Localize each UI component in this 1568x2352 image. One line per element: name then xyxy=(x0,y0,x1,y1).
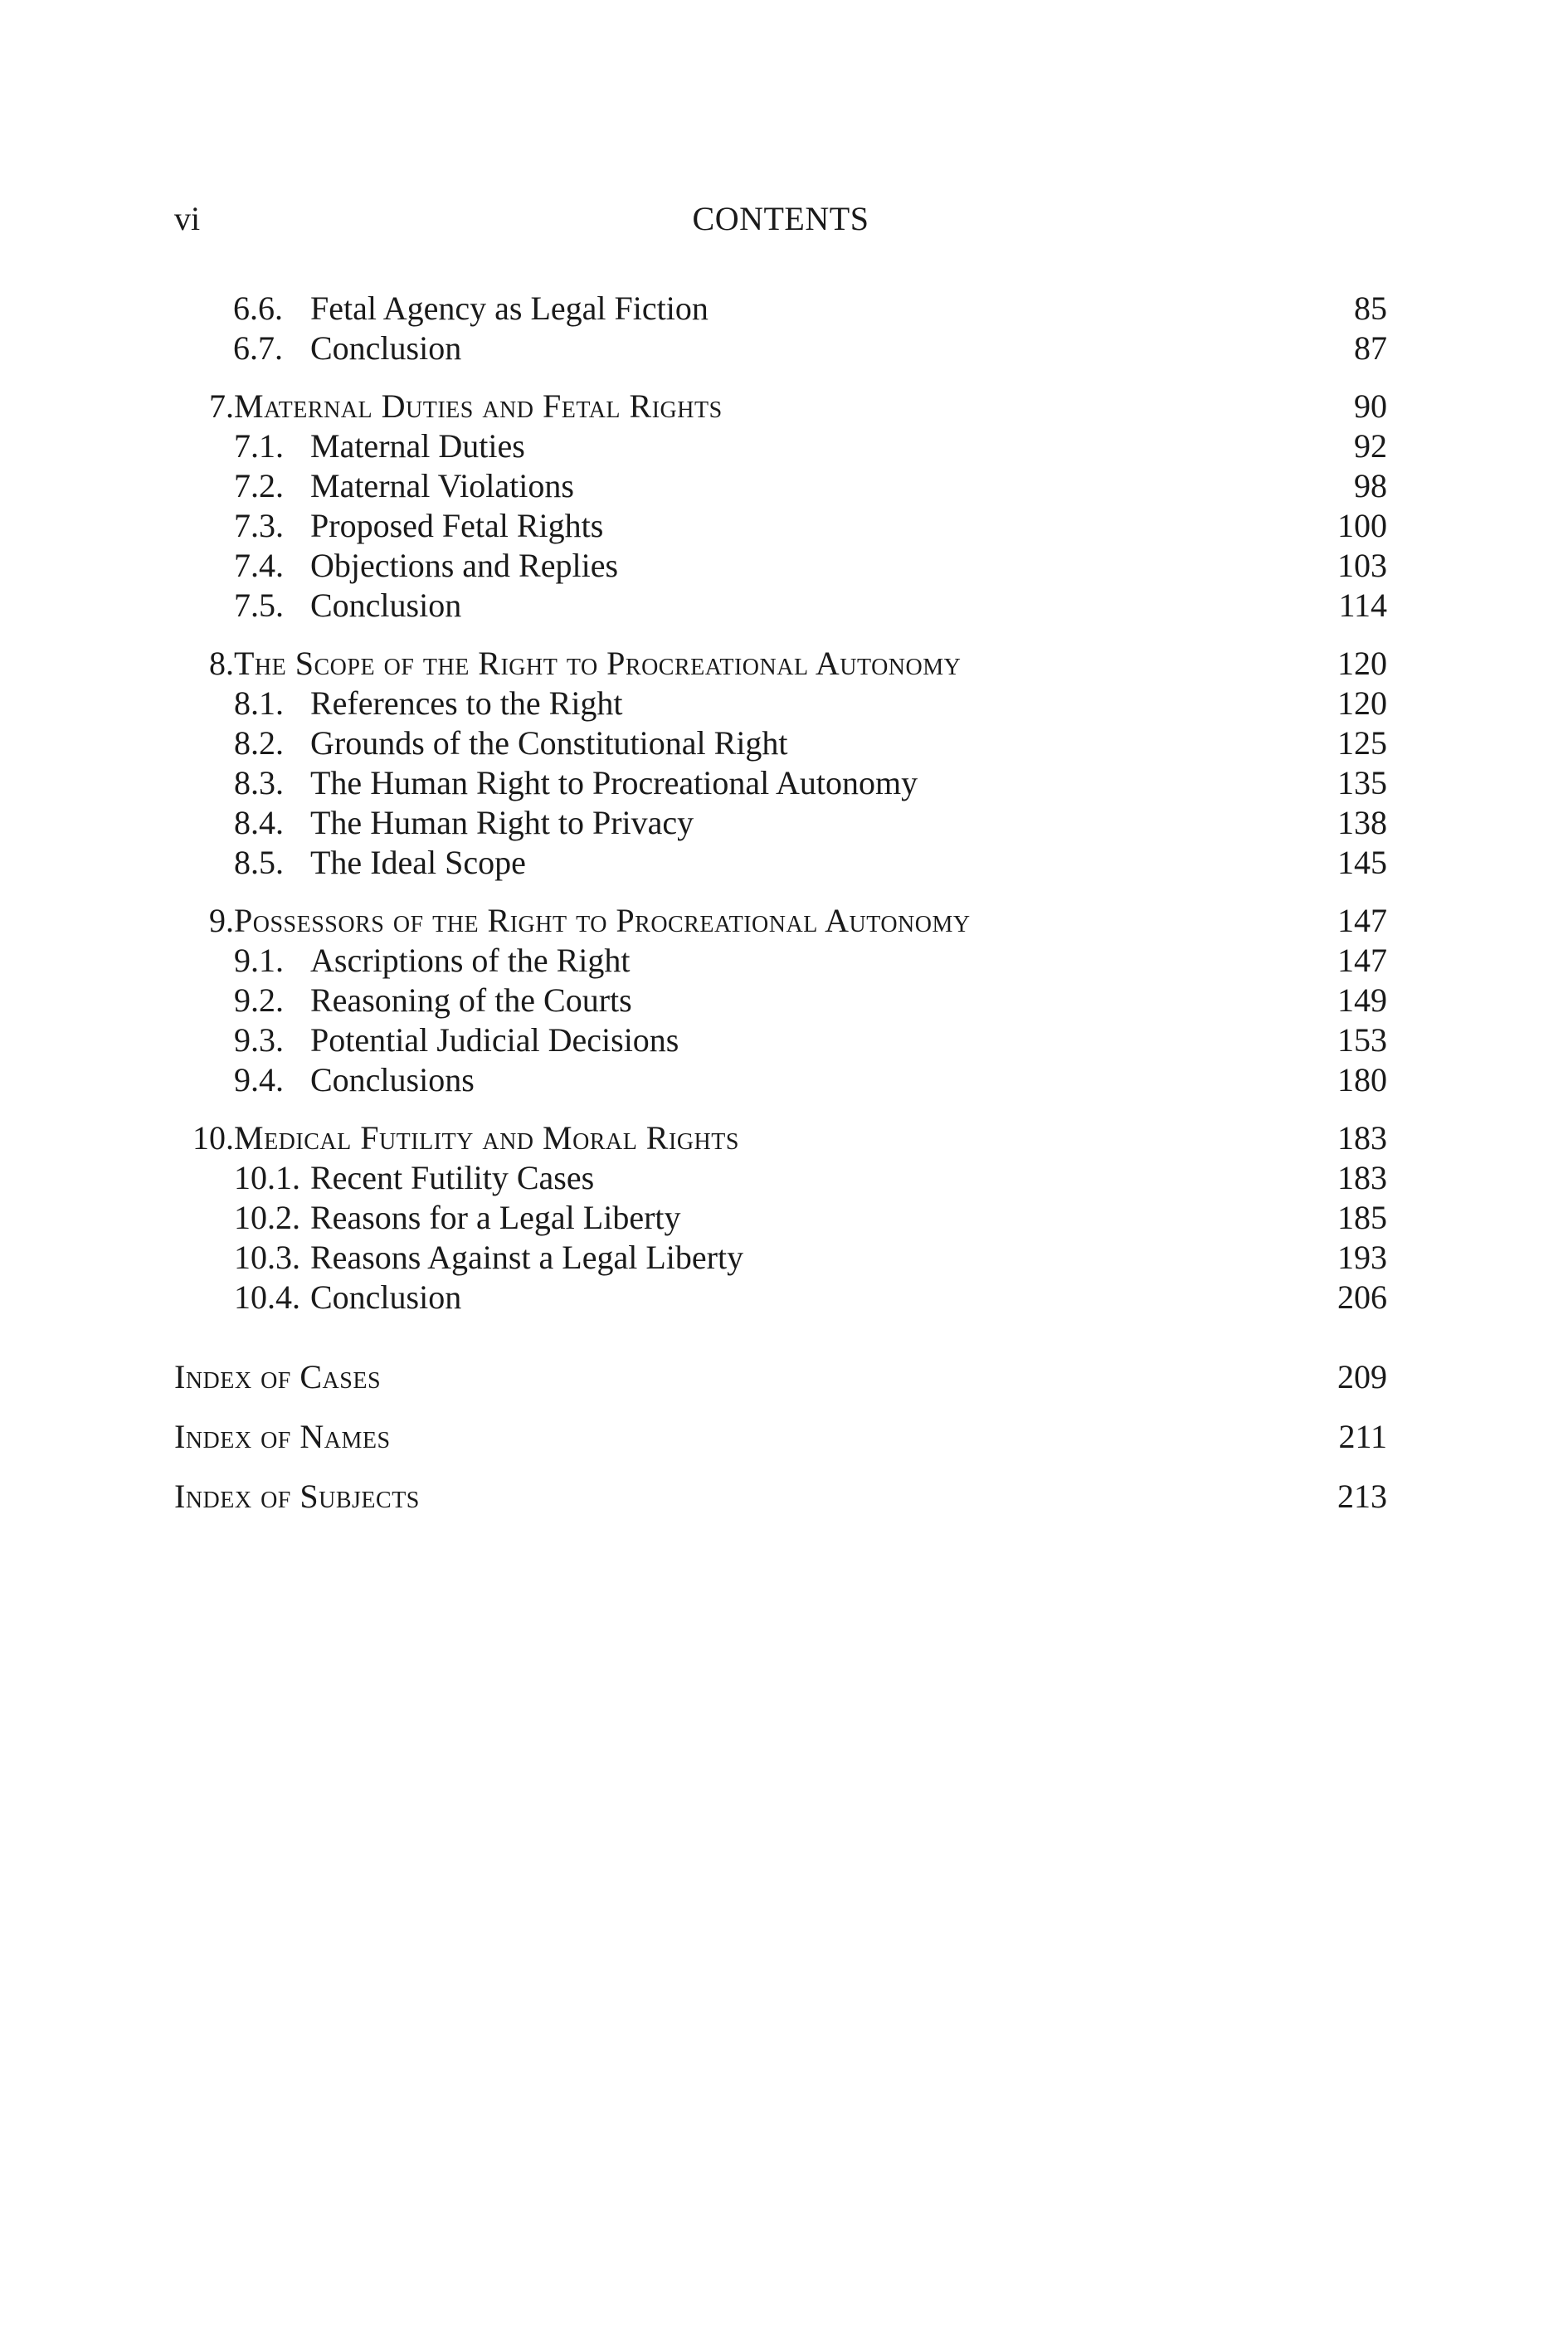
section-number: 7.3. xyxy=(234,507,284,544)
section-number: 9.2. xyxy=(234,981,284,1019)
toc-entry[interactable] xyxy=(174,684,1387,723)
toc-entry[interactable] xyxy=(174,1020,1387,1060)
page-ref: 180 xyxy=(1337,1061,1387,1098)
toc-entry[interactable] xyxy=(174,546,1387,586)
section-number: 8.1. xyxy=(234,684,284,722)
toc-entry[interactable] xyxy=(174,723,1387,763)
chapter-title: The Scope of the Right to Procreational Autonomy xyxy=(234,645,962,682)
section-title: Ascriptions of the Right xyxy=(310,942,631,979)
page-ref: 85 xyxy=(1354,290,1387,327)
section-number: 6.6. xyxy=(233,290,283,327)
page-ref: 193 xyxy=(1337,1239,1387,1276)
page-ref: 138 xyxy=(1337,804,1387,841)
page-ref: 100 xyxy=(1337,507,1387,544)
section-title: Proposed Fetal Rights xyxy=(310,507,604,544)
page-ref: 114 xyxy=(1338,587,1387,624)
running-head: CONTENTS xyxy=(692,200,869,237)
toc-entry[interactable] xyxy=(174,329,1387,368)
page-ref: 103 xyxy=(1337,547,1387,584)
section-number: 8.5. xyxy=(234,844,284,881)
section-title: Conclusions xyxy=(310,1061,475,1098)
index-title: Index of Names xyxy=(174,1418,391,1455)
section-number: 8.2. xyxy=(234,724,284,762)
chapter-number: 10. xyxy=(192,1119,234,1157)
page-ref: 90 xyxy=(1354,387,1387,425)
section-title: References to the Right xyxy=(310,684,623,722)
table-of-contents xyxy=(174,289,1387,1517)
section-title: Maternal Violations xyxy=(310,467,574,504)
section-title: Reasons Against a Legal Liberty xyxy=(310,1239,744,1276)
section-title: Conclusion xyxy=(310,587,462,624)
section-number: 6.7. xyxy=(233,329,283,367)
toc-entry[interactable] xyxy=(174,1060,1387,1100)
page-ref: 209 xyxy=(1337,1358,1387,1395)
chapter-title: Possessors of the Right to Procreational Autonomy xyxy=(234,902,971,939)
section-title: The Human Right to Procreational Autonomy xyxy=(310,764,918,801)
toc-entry[interactable] xyxy=(174,941,1387,981)
chapter-number: 9. xyxy=(209,902,234,939)
page-ref: 185 xyxy=(1337,1199,1387,1236)
section-title: The Ideal Scope xyxy=(310,844,526,881)
chapter-heading[interactable] xyxy=(174,387,1387,426)
chapter-number: 8. xyxy=(209,645,234,682)
page-ref: 125 xyxy=(1337,724,1387,762)
section-title: Objections and Replies xyxy=(310,547,619,584)
page-ref: 206 xyxy=(1337,1278,1387,1316)
section-number: 9.1. xyxy=(234,942,284,979)
section-number: 10.3. xyxy=(234,1239,300,1276)
chapter-number: 7. xyxy=(209,387,234,425)
page-ref: 149 xyxy=(1337,981,1387,1019)
section-title: Reasons for a Legal Liberty xyxy=(310,1199,681,1236)
page-ref: 87 xyxy=(1354,329,1387,367)
section-title: Grounds of the Constitutional Right xyxy=(310,724,788,762)
page-ref: 92 xyxy=(1354,427,1387,465)
section-number: 8.4. xyxy=(234,804,284,841)
chapter-heading[interactable] xyxy=(174,901,1387,941)
toc-entry[interactable] xyxy=(174,1198,1387,1238)
page-ref: 120 xyxy=(1337,645,1387,682)
section-number: 10.2. xyxy=(234,1199,300,1236)
page-ref: 183 xyxy=(1337,1159,1387,1196)
section-title: Fetal Agency as Legal Fiction xyxy=(310,290,709,327)
page-ref: 213 xyxy=(1337,1478,1387,1515)
page-ref: 120 xyxy=(1337,684,1387,722)
toc-entry[interactable] xyxy=(174,1238,1387,1278)
page-ref: 153 xyxy=(1337,1021,1387,1059)
toc-entry[interactable] xyxy=(174,1158,1387,1198)
page-ref: 147 xyxy=(1337,942,1387,979)
page-number: vi xyxy=(174,200,201,237)
toc-entry[interactable] xyxy=(174,763,1387,803)
page-ref: 183 xyxy=(1337,1119,1387,1157)
section-number: 9.3. xyxy=(234,1021,284,1059)
section-number: 9.4. xyxy=(234,1061,284,1098)
toc-entry[interactable] xyxy=(174,466,1387,506)
page-ref: 211 xyxy=(1338,1418,1387,1455)
section-title: Conclusion xyxy=(310,1278,462,1316)
section-title: Potential Judicial Decisions xyxy=(310,1021,679,1059)
page-header xyxy=(174,194,1387,244)
toc-entry[interactable] xyxy=(174,981,1387,1020)
toc-entry[interactable] xyxy=(174,426,1387,466)
section-title: The Human Right to Privacy xyxy=(310,804,694,841)
section-title: Conclusion xyxy=(310,329,462,367)
page-ref: 145 xyxy=(1337,844,1387,881)
toc-entry[interactable] xyxy=(174,506,1387,546)
section-title: Maternal Duties xyxy=(310,427,525,465)
section-title: Reasoning of the Courts xyxy=(310,981,632,1019)
section-number: 10.4. xyxy=(234,1278,300,1316)
page-ref: 147 xyxy=(1337,902,1387,939)
index-entry[interactable] xyxy=(174,1357,1387,1397)
section-number: 7.2. xyxy=(234,467,284,504)
chapter-title: Maternal Duties and Fetal Rights xyxy=(234,387,723,425)
section-title: Recent Futility Cases xyxy=(310,1159,595,1196)
section-number: 8.3. xyxy=(234,764,284,801)
page-ref: 135 xyxy=(1337,764,1387,801)
toc-entry[interactable] xyxy=(174,289,1387,329)
section-number: 7.1. xyxy=(234,427,284,465)
toc-entry[interactable] xyxy=(174,843,1387,883)
index-title: Index of Subjects xyxy=(174,1478,420,1515)
section-number: 10.1. xyxy=(234,1159,300,1196)
page-ref: 98 xyxy=(1354,467,1387,504)
toc-entry[interactable] xyxy=(174,1278,1387,1317)
chapter-title: Medical Futility and Moral Rights xyxy=(234,1119,739,1157)
section-number: 7.5. xyxy=(234,587,284,624)
chapter-heading[interactable] xyxy=(174,644,1387,684)
toc-entry[interactable] xyxy=(174,586,1387,626)
index-entry[interactable] xyxy=(174,1417,1387,1457)
toc-entry[interactable] xyxy=(174,803,1387,843)
index-entry[interactable] xyxy=(174,1477,1387,1517)
chapter-heading[interactable] xyxy=(174,1118,1387,1158)
section-number: 7.4. xyxy=(234,547,284,584)
index-title: Index of Cases xyxy=(174,1358,382,1395)
